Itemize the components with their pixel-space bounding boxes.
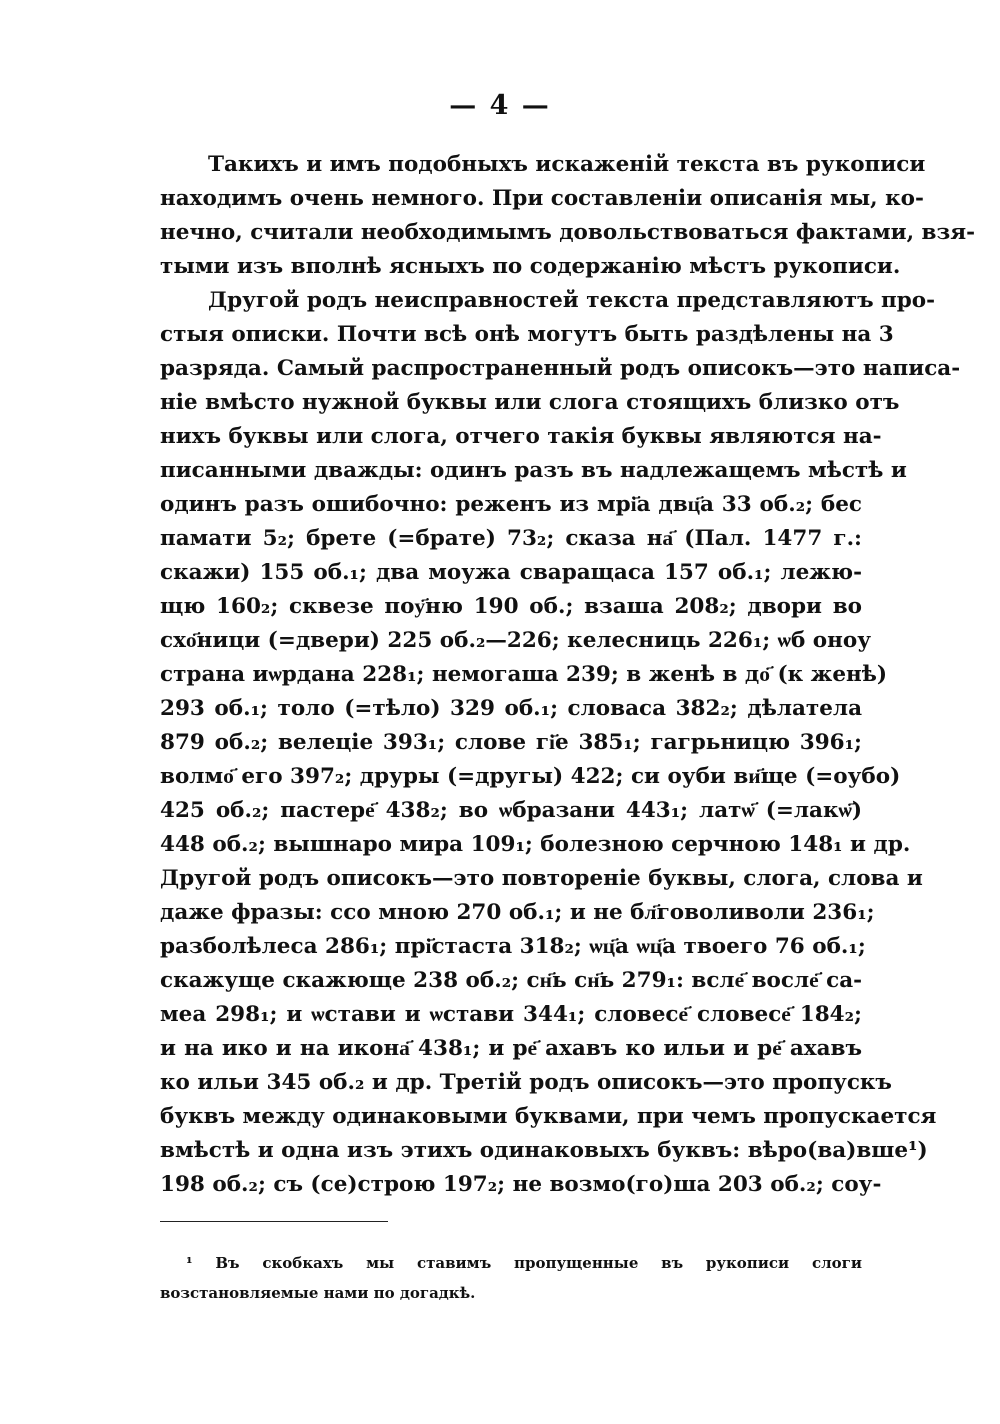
footnote — [160, 1248, 862, 1308]
text-line: памати 5₂; брете (=брате) 73₂; сказа на҃ (Пал. 1477 г.: — [160, 526, 862, 551]
text-line: буквъ между одинаковыми буквами, при чемъ пропускается — [160, 1104, 937, 1129]
text-line: Другой родъ описокъ—это повтореніе буквы, слога, слова и — [160, 866, 923, 891]
text-line: стыя описки. Почти всѣ онѣ могутъ быть раздѣлены на 3 — [160, 322, 894, 347]
text-line: 293 об.₁; толо (=тѣло) 329 об.₁; словаса 382₂; дѣлатела — [160, 696, 862, 721]
footnote-line: возстановляемые нами по догадкѣ. — [160, 1284, 476, 1302]
text-line: Другой родъ неисправностей текста представляютъ про- — [208, 288, 936, 313]
text-line: 448 об.₂; вышнаро мира 109₁; болезною серчною 148₁ и др. — [160, 832, 911, 857]
text-line: страна иѡрдана 228₁; немогаша 239; в женѣ в до҃ (к женѣ) — [160, 662, 888, 687]
text-line: 425 об.₂; пастере҃ 438₂; во ѡбразани 443₁; латѡ҃ (=лакѡ҃) — [160, 798, 862, 823]
text-line: меа 298₁; и ѡстави и ѡстави 344₁; словесе҃ словесе҃ 184₂; — [160, 1002, 862, 1027]
footnote-line: ¹ Въ скобкахъ мы ставимъ пропущенные въ рукописи слоги — [186, 1254, 862, 1272]
text-line: даже фразы: ссо мною 270 об.₁; и не бл҃говоливоли 236₁; — [160, 900, 875, 925]
page-number: — 4 — — [449, 90, 551, 121]
text-line: схо҃ници (=двери) 225 об.₂—226; келесниць 226₁; ѡб оноу — [160, 628, 871, 653]
text-line: одинъ разъ ошибочно: реженъ из мрі҃а двц҃а 33 об.₂; бес — [160, 492, 862, 517]
text-line: писанными дважды: одинъ разъ въ надлежащемъ мѣстѣ и — [160, 458, 907, 483]
text-line: скажуще скажюще 238 об.₂; сн҃ь сн҃ь 279₁: всле҃ восле҃ са- — [160, 968, 863, 993]
text-line: находимъ очень немного. При составленіи описанія мы, ко- — [160, 186, 924, 211]
body-text — [160, 148, 976, 1202]
footnote-divider — [160, 1221, 388, 1222]
text-line: Такихъ и имъ подобныхъ искаженій текста въ рукописи — [208, 152, 926, 177]
text-line: нечно, считали необходимымъ довольствоваться фактами, взя- — [160, 220, 976, 245]
text-line: разряда. Самый распространенный родъ описокъ—это написа- — [160, 356, 961, 381]
text-line: 198 об.₂; съ (се)строю 197₂; не возмо(го)ша 203 об.₂; соу- — [160, 1172, 882, 1197]
text-line: 879 об.₂; велеціе 393₁; слове гі҃е 385₁; гагрьницю 396₁; — [160, 730, 862, 755]
text-line: щю 160₂; сквезе поу҃ню 190 об.; взаша 208₂; двори во — [160, 594, 862, 619]
text-line: и на ико и на икона҃ 438₁; и ре҃ ахавъ ко ильи и ре҃ ахавъ — [160, 1036, 862, 1061]
text-line: тыми изъ вполнѣ ясныхъ по содержанію мѣстъ рукописи. — [160, 254, 901, 279]
text-line: волмо҃ его 397₂; друры (=другы) 422; си оуби ви҃ще (=оубо) — [160, 764, 901, 789]
text-line: вмѣстѣ и одна изъ этихъ одинаковыхъ буквъ: вѣро(ва)вше¹) — [160, 1138, 928, 1163]
text-line: разболѣлеса 286₁; прі҃стаста 318₂; ѡц҃а ѡц҃а твоего 76 об.₁; — [160, 934, 866, 959]
text-line: нихъ буквы или слога, отчего такія буквы являются на- — [160, 424, 882, 449]
text-line: ко ильи 345 об.₂ и др. Третій родъ описокъ—это пропускъ — [160, 1070, 892, 1095]
text-line: ніе вмѣсто нужной буквы или слога стоящихъ близко отъ — [160, 390, 900, 415]
text-line: скажи) 155 об.₁; два моужа сваращаса 157 об.₁; лежю- — [160, 560, 862, 585]
